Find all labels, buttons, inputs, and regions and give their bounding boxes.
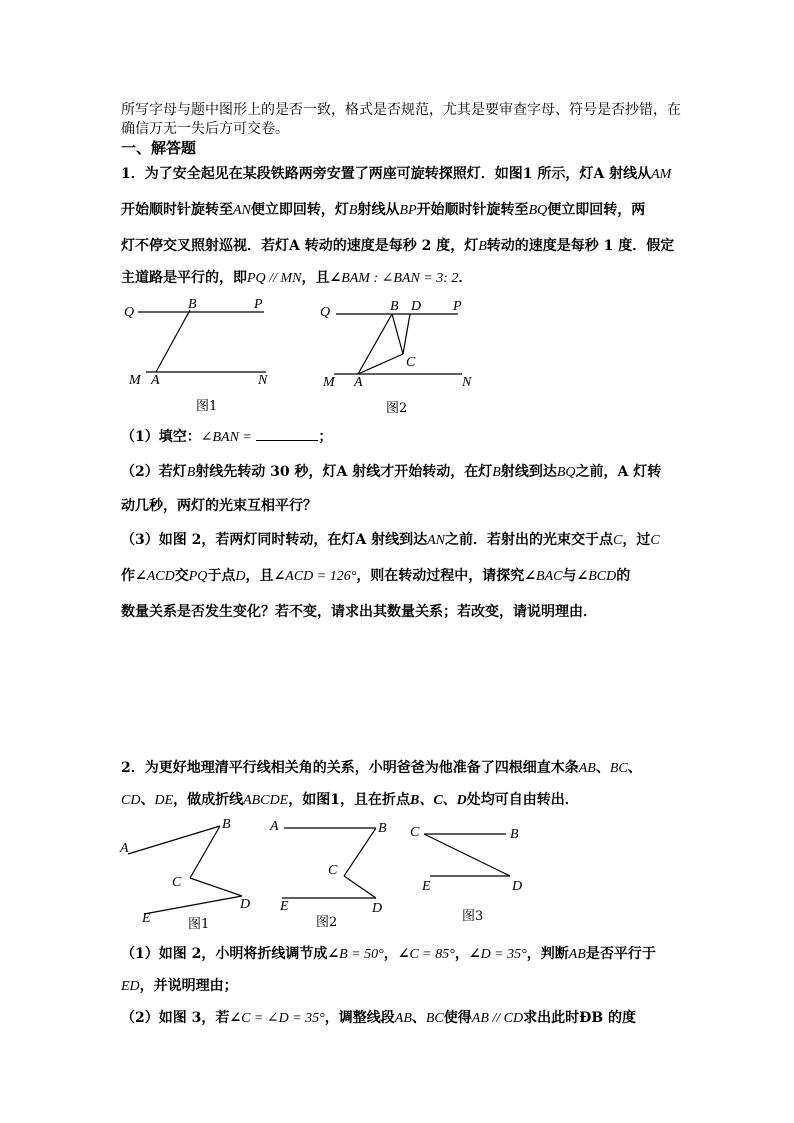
label-c: C	[410, 825, 420, 840]
q2-text: 2．为更好地理清平行线相关角的关系，小明爸爸为他准备了四根细直木条	[121, 760, 579, 776]
q1-math-ban: ∠BAN =	[200, 430, 252, 445]
q2-text: ，∠	[383, 946, 410, 962]
line-cd	[403, 314, 410, 354]
q1-text: 之前．若射出的光束交于点	[444, 532, 613, 548]
q1-math-am: AM	[651, 167, 672, 182]
label-c: C	[172, 875, 182, 890]
label-a: A	[120, 841, 129, 856]
line-ab	[358, 314, 392, 374]
q1-text: 作∠	[121, 568, 147, 584]
q1-text: 转动的速度是每秒 1 度．假定	[486, 238, 675, 254]
q1-math-b: B	[492, 465, 501, 480]
q1-math-bcd: BCD	[588, 569, 617, 584]
q1-text: ，过	[622, 532, 651, 548]
label-b: B	[222, 817, 231, 832]
q1-text: （3）如图 2，若两灯同时转动，在灯A 射线到达	[121, 532, 428, 548]
q1-math-c: C	[612, 533, 623, 548]
q1-math-an: AN	[427, 533, 445, 548]
label-q: Q	[124, 305, 135, 320]
q1-text: （2）若灯	[121, 464, 187, 480]
q2-math-ab: AB	[394, 1011, 412, 1026]
q2-figure-1	[119, 817, 250, 932]
q1-text: 便立即回转，灯	[250, 202, 349, 218]
label-d: D	[240, 897, 251, 912]
q1-text: ；	[318, 429, 333, 445]
q2-figures	[116, 814, 536, 934]
intro-line-1: 所写字母与题中图形上的是否一致，格式是否规范，尤其是要审查字母、符号是否抄错，在	[121, 102, 681, 118]
label-b: B	[390, 299, 399, 314]
q2-math-de: DE	[154, 793, 174, 808]
line-cd	[424, 834, 510, 876]
q1-text: ，且∠	[301, 270, 342, 286]
q1-math-c: C	[650, 533, 660, 548]
q2-text: 求出此时ÐB 的度	[523, 1010, 637, 1026]
label-b: B	[510, 827, 519, 842]
q1-text: 射线先转动 30 秒，灯A 射线才开始转动，在灯	[195, 464, 493, 480]
q2-math-bc: BC	[609, 761, 628, 776]
q2-math-c-val: C = 85°	[409, 947, 455, 962]
q2-math-b-val: B = 50°	[339, 947, 384, 962]
caption-figure-1: 图1	[196, 399, 218, 414]
q1-text: 与∠	[562, 568, 589, 584]
label-n: N	[258, 373, 268, 388]
q1-sub-3-line-3: 数量关系是否发生变化？若不变，请求出其数量关系；若改变，请说明理由．	[121, 604, 597, 620]
label-q: Q	[320, 305, 331, 320]
label-b: B	[188, 297, 197, 312]
q2-text: ，并说明理由；	[139, 978, 238, 994]
label-p: P	[453, 299, 462, 314]
q2-line-2	[121, 790, 579, 811]
q1-text: 灯不停交叉照射巡视．若灯A 转动的速度是每秒 2 度，灯	[121, 238, 479, 254]
q2-sub-2-line-1	[121, 1008, 636, 1029]
q1-text: （1）填空：	[121, 429, 201, 445]
q1-text: ，且∠	[245, 568, 286, 584]
q2-text: ，做成折线	[173, 792, 244, 808]
answer-blank[interactable]	[256, 426, 318, 441]
q1-text: 交	[174, 568, 189, 584]
label-a: A	[354, 375, 363, 390]
q1-text: 开始顺时针旋转至	[416, 202, 529, 218]
caption-figure-1: 图1	[188, 917, 210, 932]
q1-figures	[120, 290, 480, 420]
q1-math-acd: ACD	[146, 569, 175, 584]
q1-text: 的	[616, 568, 631, 584]
line-cd	[344, 876, 376, 898]
q1-line-1	[121, 164, 671, 185]
q1-figure-2	[320, 299, 472, 416]
q1-sub-2-line-1	[121, 462, 661, 483]
q1-sub-3-line-1	[121, 530, 660, 551]
label-e: E	[142, 911, 151, 926]
caption-figure-2: 图2	[316, 915, 338, 930]
q2-text: ，如图1，且在折点	[288, 792, 410, 808]
q2-math-d-val: D = 35°	[480, 947, 527, 962]
q2-text: （2）如图 3，若∠	[121, 1010, 242, 1026]
q1-line-3	[121, 236, 674, 257]
q1-figure-1	[124, 297, 268, 414]
line-de	[144, 896, 242, 914]
label-e: E	[280, 899, 289, 914]
q1-text: 主道路是平行的，即	[121, 270, 247, 286]
label-m: M	[323, 375, 335, 390]
line-ac	[358, 354, 403, 374]
label-p: P	[254, 297, 263, 312]
q1-math-an: AN	[233, 203, 251, 218]
q2-line-1	[121, 758, 642, 779]
q1-math-b: B	[186, 465, 196, 480]
q2-sub-1-line-1	[121, 944, 656, 965]
q1-math-d: D	[235, 569, 246, 584]
line-bc	[392, 314, 403, 354]
line-bc	[344, 828, 376, 876]
q1-math-ratio: BAM : ∠BAN = 3: 2	[341, 271, 459, 286]
q2-text: （1）如图 2，小明将折线调节成∠	[121, 946, 340, 962]
line-cd	[190, 878, 242, 896]
q1-text: 于点	[207, 568, 236, 584]
q1-sub-3-line-2	[121, 566, 630, 587]
label-d: D	[372, 901, 383, 916]
q2-math-abcde: ABCDE	[243, 793, 289, 808]
q1-text: 之前，A 灯转	[575, 464, 662, 480]
label-n: N	[462, 375, 472, 390]
q2-math-bc: BC	[425, 1011, 444, 1026]
q2-text: 、	[627, 760, 642, 776]
q2-text: 使得	[443, 1010, 472, 1026]
q1-text: 1．为了安全起见在某段铁路两旁安置了两座可旋转探照灯．如图1 所示，灯A 射线从	[121, 166, 652, 182]
label-a: A	[151, 373, 160, 388]
q2-figure-2	[269, 819, 387, 930]
label-d: D	[411, 299, 422, 314]
q1-text: 便立即回转，两	[547, 202, 646, 218]
q2-text: 、	[595, 760, 610, 776]
label-c: C	[406, 355, 416, 370]
label-c: C	[328, 863, 338, 878]
q1-sub-1	[121, 426, 332, 448]
q1-line-2	[121, 200, 645, 221]
q2-text: 、	[140, 792, 155, 808]
q1-math-pq: PQ	[188, 569, 208, 584]
q1-sub-2-line-2: 动几秒，两灯的光束互相平行？	[121, 498, 317, 514]
q2-text: 、	[411, 1010, 426, 1026]
q2-math-par: AB // CD	[471, 1011, 524, 1026]
line-ab	[156, 310, 190, 372]
q1-math-b: B	[348, 203, 358, 218]
label-m: M	[129, 373, 141, 388]
label-a: A	[270, 819, 279, 834]
q2-math-points: B、C、D	[409, 793, 467, 808]
intro-line-2: 确信万无一失后方可交卷。	[121, 121, 289, 137]
label-e: E	[422, 879, 431, 894]
q2-math-ab: AB	[578, 761, 596, 776]
q2-sub-1-line-2	[121, 976, 238, 997]
q2-figure-3	[410, 825, 522, 924]
q1-text: ，则在转动过程中，请探究∠	[356, 568, 537, 584]
q2-text: ，∠	[454, 946, 481, 962]
label-d: D	[512, 879, 523, 894]
q2-math-ab: AB	[568, 947, 586, 962]
q1-math-bp: BP	[399, 203, 417, 218]
q2-text: 处均可自由转出．	[466, 792, 579, 808]
q1-math-pq: PQ // MN	[247, 271, 302, 286]
q1-math-b: B	[478, 239, 487, 254]
label-b: B	[378, 821, 387, 836]
q2-math-eq: C = ∠D = 35°	[241, 1011, 325, 1026]
q2-text: 是否平行于	[585, 946, 656, 962]
q2-text: ，判断	[526, 946, 569, 962]
q1-math-acd-val: ACD = 126°	[285, 569, 357, 584]
q1-text: ．	[458, 270, 473, 286]
caption-figure-2: 图2	[386, 401, 408, 416]
q2-math-ed: ED	[121, 979, 140, 994]
q1-math-bac: BAC	[536, 569, 563, 584]
q1-text: 射线从	[357, 202, 400, 218]
q2-math-cd: CD	[121, 793, 141, 808]
q1-text: 射线到达	[500, 464, 557, 480]
q1-text: 开始顺时针旋转至	[121, 202, 233, 218]
q1-line-4	[121, 268, 472, 289]
q1-math-bq: BQ	[556, 465, 576, 480]
section-title: 一、解答题	[121, 139, 197, 157]
q1-math-bq: BQ	[528, 203, 548, 218]
q2-text: ，调整线段	[324, 1010, 395, 1026]
caption-figure-3: 图3	[462, 909, 484, 924]
